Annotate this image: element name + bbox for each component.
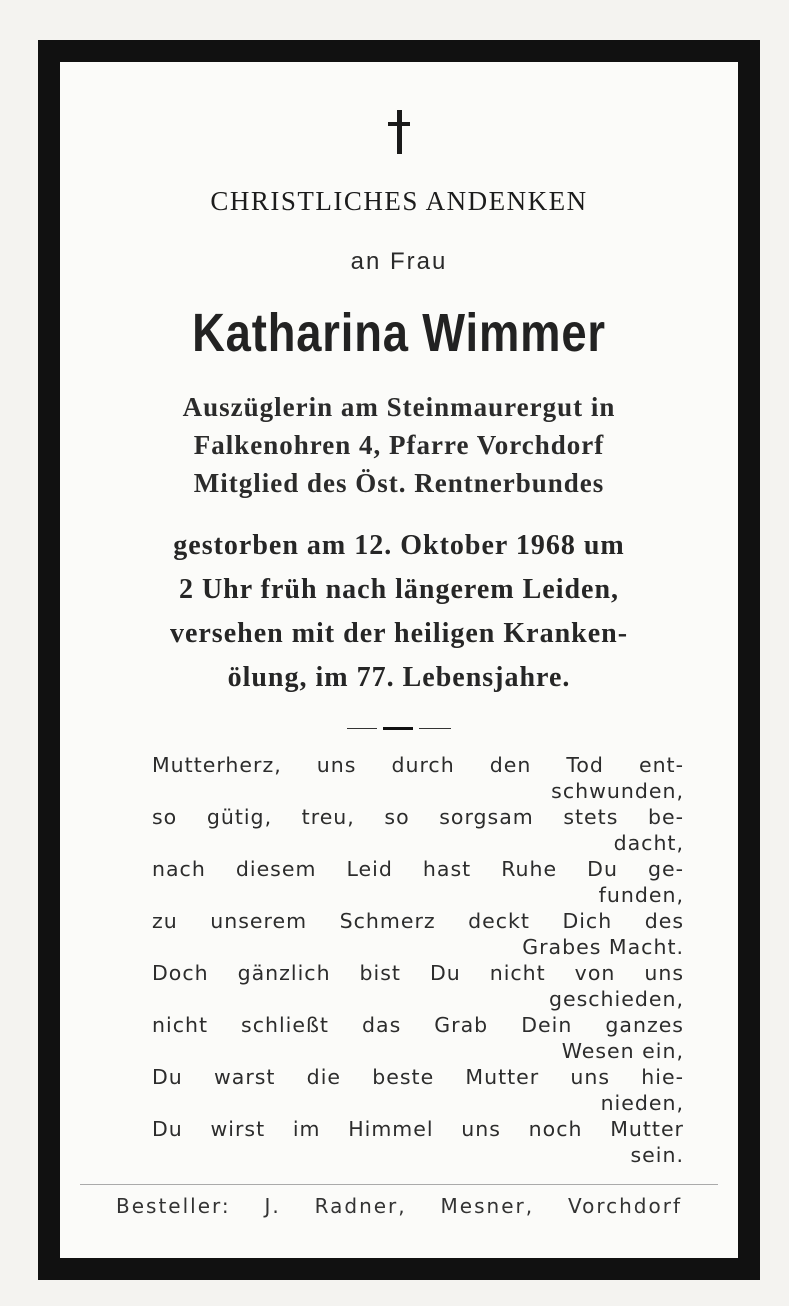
death-notice-line: gestorben am 12. Oktober 1968 um [173, 530, 625, 561]
poem-line-continuation: dacht, [613, 831, 684, 855]
poem-line-continuation: nieden, [600, 1091, 684, 1115]
poem-line: nach diesem Leid hast Ruhe Du ge- [152, 857, 684, 881]
poem-line: so gütig, treu, so sorgsam stets be- [152, 805, 684, 829]
poem-line: Du wirst im Himmel uns noch Mutter [152, 1117, 684, 1141]
memorial-card [38, 40, 760, 1280]
poem-line-continuation: sein. [630, 1143, 684, 1167]
poem-line-continuation: geschieden, [548, 987, 684, 1011]
death-notice-line: 2 Uhr früh nach längerem Leiden, [178, 574, 620, 605]
poem-line-continuation: funden, [598, 883, 684, 907]
ornamental-divider [347, 728, 451, 730]
latin-cross-icon [387, 110, 411, 154]
detail-line: Mitglied des Öst. Rentnerbundes [193, 468, 605, 498]
poem-line-continuation: schwunden, [551, 779, 684, 803]
poem-line: Doch gänzlich bist Du nicht von uns [152, 961, 684, 985]
memorial-poem [152, 752, 684, 1168]
poem-line: Du warst die beste Mutter uns hie- [152, 1065, 684, 1089]
card-heading: CHRISTLICHES ANDENKEN [210, 186, 588, 216]
card-inner-panel [60, 62, 738, 1258]
poem-line: Mutterherz, uns durch den Tod ent- [152, 753, 684, 777]
detail-line: Falkenohren 4, Pfarre Vorchdorf [193, 430, 605, 460]
deceased-name: Katharina Wimmer [192, 303, 606, 363]
poem-line-continuation: Wesen ein, [561, 1039, 684, 1063]
footer-divider [80, 1184, 718, 1185]
death-notice-line: versehen mit der heiligen Kranken- [169, 618, 629, 649]
death-notice-line: ölung, im 77. Lebensjahre. [227, 662, 571, 693]
detail-line: Auszüglerin am Steinmaurergut in [182, 392, 616, 422]
orderer-line: Besteller: J. Radner, Mesner, Vorchdorf [116, 1194, 682, 1218]
poem-line-continuation: Grabes Macht. [522, 935, 684, 959]
poem-line: zu unserem Schmerz deckt Dich des [152, 909, 684, 933]
poem-line: nicht schließt das Grab Dein ganzes [152, 1013, 684, 1037]
salutation: an Frau [350, 248, 448, 275]
